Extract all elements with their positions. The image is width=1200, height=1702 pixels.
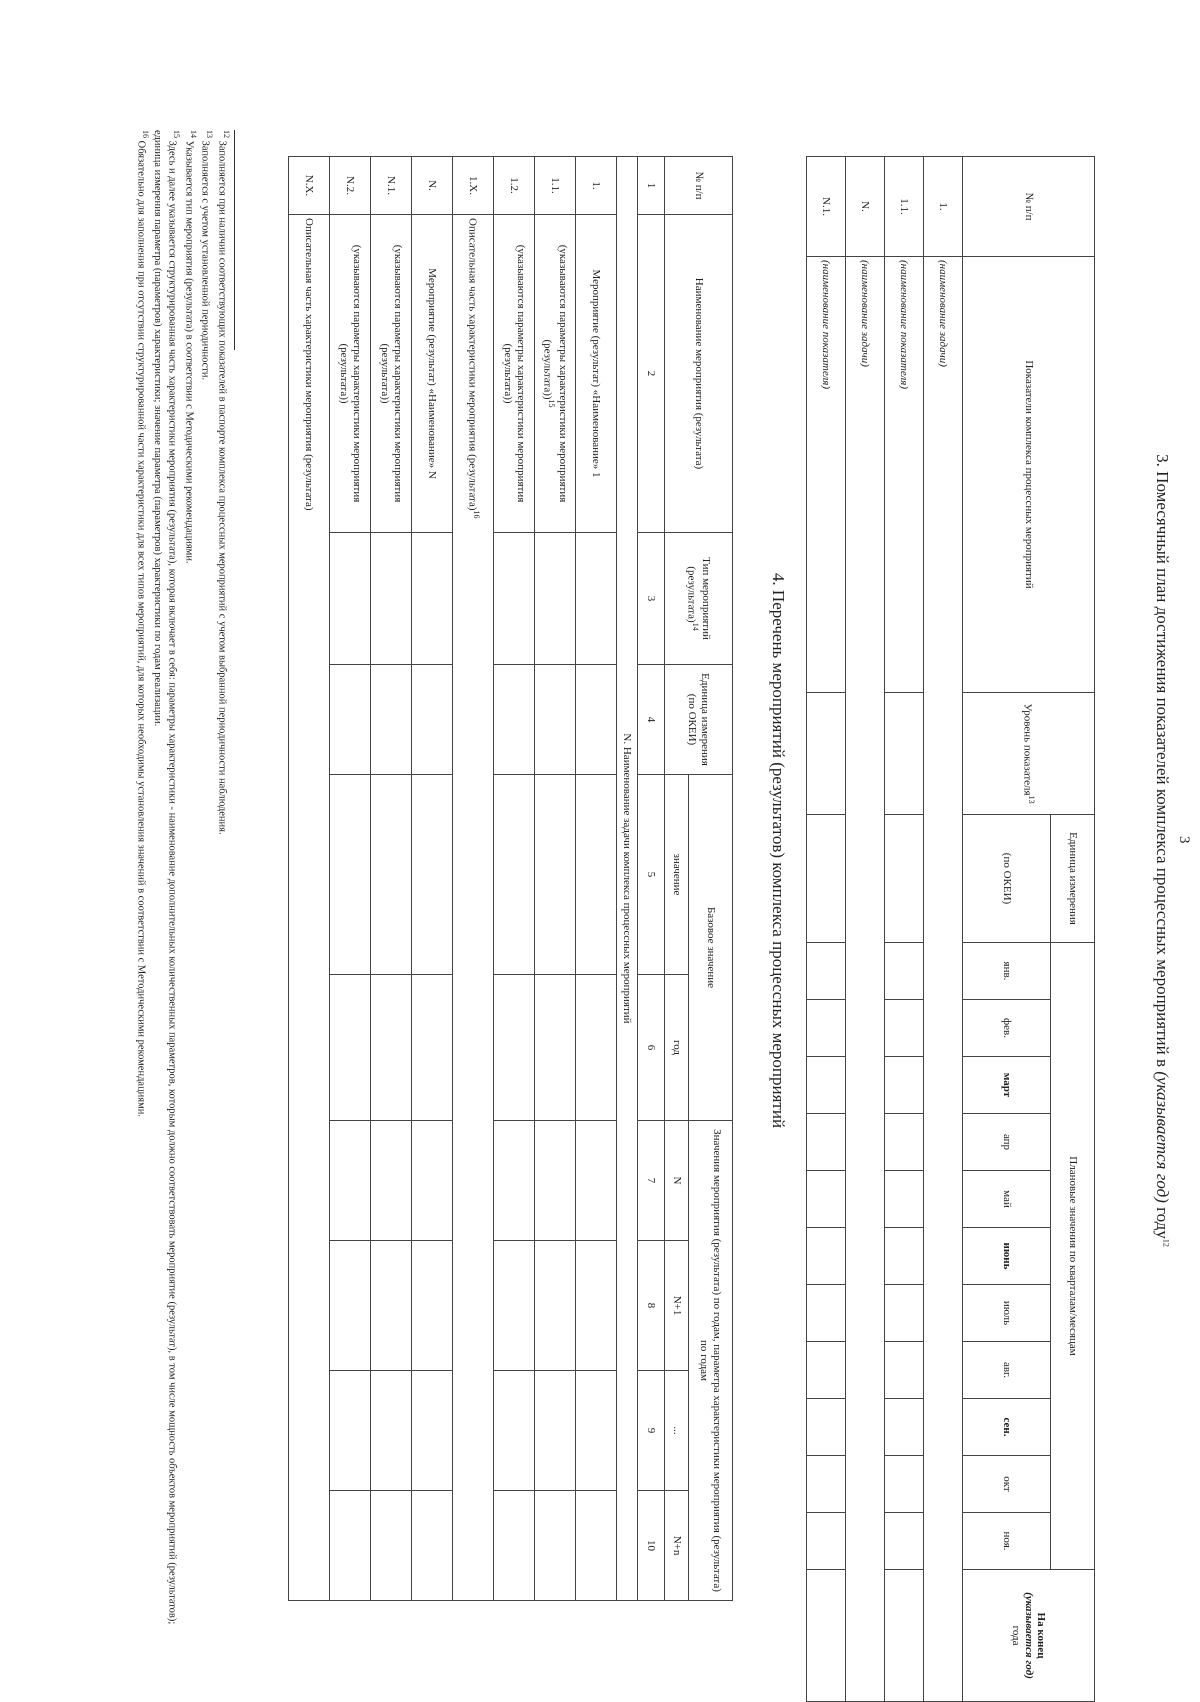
column-number: 8 [638, 1241, 665, 1371]
col-base-header: Базовое значение [689, 775, 733, 1121]
row-task-name: (наименование задачи) [924, 257, 963, 1702]
footnote-number: 13 [205, 130, 215, 138]
month-header: март [963, 1057, 1051, 1114]
month-header: июль [963, 1285, 1051, 1342]
col-end-post: года [1010, 1625, 1023, 1646]
row-name-cell [535, 215, 576, 533]
monthly-plan-table [806, 156, 1095, 1702]
row-num: 1.1. [885, 157, 924, 257]
col-num-header: № п/п [963, 157, 1095, 257]
footnote-text: Заполняется при наличии соответствующих показателей в паспорте комплекса процессных мероприятий с учетом выбранной периодичности наблюдения. [216, 140, 228, 835]
footnote [198, 130, 215, 1630]
col-unit-header: Единица измерения [1051, 815, 1095, 943]
table-row [453, 157, 494, 1601]
table-row [371, 157, 412, 1601]
col-type-footnote: 14 [690, 622, 700, 631]
column-number: 3 [638, 533, 665, 665]
col-end-text: На конец [1035, 1612, 1048, 1659]
row-footnote: 16 [471, 510, 481, 519]
row-num: N.X. [289, 157, 330, 215]
row-name: Описательная часть характеристики мероприятия (результата) [466, 218, 478, 511]
col-level-footnote: 13 [1027, 795, 1037, 804]
row-num: N.2. [330, 157, 371, 215]
section4-title: 4. Перечень мероприятий (результатов) комплекса процессных мероприятий [769, 572, 788, 1129]
footnote [214, 130, 231, 1630]
month-header: июнь [963, 1228, 1051, 1285]
section3-title [1152, 0, 1172, 1701]
row-num: N. [846, 157, 885, 257]
section-row-title: N. Наименование задачи комплекса процессных мероприятий [617, 157, 638, 1601]
row-num: N.1. [807, 157, 846, 257]
row-name: Описательная часть характеристики мероприятия (результата) [289, 215, 330, 1601]
month-header: май [963, 1171, 1051, 1228]
page-number: 3 [1176, 836, 1192, 844]
footnote-number: 15 [171, 130, 181, 138]
footnote-separator [234, 130, 235, 350]
row-num: N.1. [371, 157, 412, 215]
month-header: янв. [963, 943, 1051, 1000]
row-indicator-name: (наименование показателя) [807, 257, 846, 693]
month-header: фев. [963, 1000, 1051, 1057]
month-header: окт [963, 1456, 1051, 1513]
section3-title-year: (указывается год) [1153, 1071, 1172, 1203]
row-name: (указываются параметры характеристики мероприятия (результата)) [371, 215, 412, 533]
column-number: 9 [638, 1371, 665, 1491]
column-number: 7 [638, 1121, 665, 1241]
col-type-header [665, 533, 733, 665]
col-plan-header: Плановые значения по кварталам/месяцам [1051, 943, 1095, 1570]
table-row [535, 157, 576, 1601]
table-row [412, 157, 453, 1601]
footnote-number: 12 [222, 130, 231, 138]
month-header: авг. [963, 1342, 1051, 1399]
row-num: 1.X. [453, 157, 494, 215]
column-number: 6 [638, 975, 665, 1121]
table-row [494, 157, 535, 1601]
footnote-text: Обязательно для заполнения при отсутствии структурированной части характеристики для всех типов мероприятий, для которых необходимы установления значений в соответствии с Методическими рекомендациями. [135, 140, 147, 1118]
section3-title-post: году [1153, 1202, 1172, 1239]
column-number: 2 [638, 215, 665, 533]
col-base-value: значение [665, 775, 689, 975]
row-num: 1.1. [535, 157, 576, 215]
table-row [924, 157, 963, 1702]
col-level-header [963, 693, 1095, 815]
year-header: ... [665, 1371, 689, 1491]
table-row [846, 157, 885, 1702]
row-task-name: (наименование задачи) [846, 257, 885, 1702]
month-header: ноя. [963, 1513, 1051, 1570]
table-row [576, 157, 617, 1601]
row-num: 1. [924, 157, 963, 257]
footnotes [133, 130, 235, 1630]
col-unit-header: Единица измерения (по ОКЕИ) [665, 665, 733, 775]
row-name: (указываются параметры характеристики мероприятия (результата)) [330, 215, 371, 533]
row-footnote: 15 [547, 399, 557, 408]
section3-title-footnote: 12 [1161, 1238, 1171, 1247]
col-num-header: № п/п [665, 157, 733, 215]
footnote-number: 14 [188, 130, 198, 138]
col-unit-sub: (по ОКЕИ) [963, 815, 1051, 943]
year-header: N [665, 1121, 689, 1241]
row-num: 1.2. [494, 157, 535, 215]
footnote [133, 130, 150, 1630]
col-level-text: Уровень показателя [1021, 703, 1034, 796]
col-indicators-header: Показатели комплекса процессных мероприятий [963, 257, 1095, 693]
row-indicator-name: (наименование показателя) [885, 257, 924, 693]
month-header: сен. [963, 1399, 1051, 1456]
row-name: Мероприятие (результат) «Наименование» N [412, 215, 453, 533]
section3-title-text: 3. Помесячный план достижения показателей комплекса процессных мероприятий в [1153, 454, 1172, 1072]
column-number: 5 [638, 775, 665, 975]
row-name-cell [453, 215, 494, 1601]
year-header: N+1 [665, 1241, 689, 1371]
table-row [330, 157, 371, 1601]
table-row [807, 157, 846, 1702]
section-row [617, 157, 638, 1601]
column-numbers-row [638, 157, 665, 1601]
footnote-text: Указывается тип мероприятия (результата) в соответствии с Методическими рекомендациями. [183, 140, 195, 564]
column-number: 4 [638, 665, 665, 775]
table-row [885, 157, 924, 1702]
row-name: Мероприятие (результат) «Наименование» 1 [576, 215, 617, 533]
col-values-header: Значения мероприятия (результата) по годам, параметра характеристики мероприятия (результата) по годам [689, 1121, 733, 1601]
row-name: (указываются параметры характеристики мероприятия (результата)) [541, 244, 569, 503]
row-num: 1. [576, 157, 617, 215]
row-num: N. [412, 157, 453, 215]
col-type-text: Тип мероприятий (результата) [685, 557, 713, 640]
column-number: 1 [638, 157, 665, 215]
footnote-number: 16 [141, 130, 151, 138]
footnote-text: Заполняется с учетом установленной периодичности. [199, 140, 211, 381]
row-name: (указываются параметры характеристики мероприятия (результата)) [494, 215, 535, 533]
activities-table [288, 156, 733, 1601]
column-number: 10 [638, 1491, 665, 1601]
table-row [289, 157, 330, 1601]
col-base-year: год [665, 975, 689, 1121]
year-header: N+n [665, 1491, 689, 1601]
footnote [181, 130, 198, 1630]
col-name-header: Наименование мероприятия (результата) [665, 215, 733, 533]
footnote-text: Здесь и далее указывается структурированная часть характеристики мероприятия (результата), которая включает в себя: параметры характеристики - наименование дополнительных количественных параметров, которым должно соответствовать мероприятие (результат), в том числе мощность объектов мероприятий (результатов); единица измерения параметра (параметров) характеристики; значение параметра (параметров) характеристики по годам реализации. [152, 130, 178, 1625]
month-header: апр [963, 1114, 1051, 1171]
col-end-header [963, 1570, 1095, 1702]
col-end-year: (указывается год) [1022, 1592, 1035, 1679]
footnote [150, 130, 181, 1630]
